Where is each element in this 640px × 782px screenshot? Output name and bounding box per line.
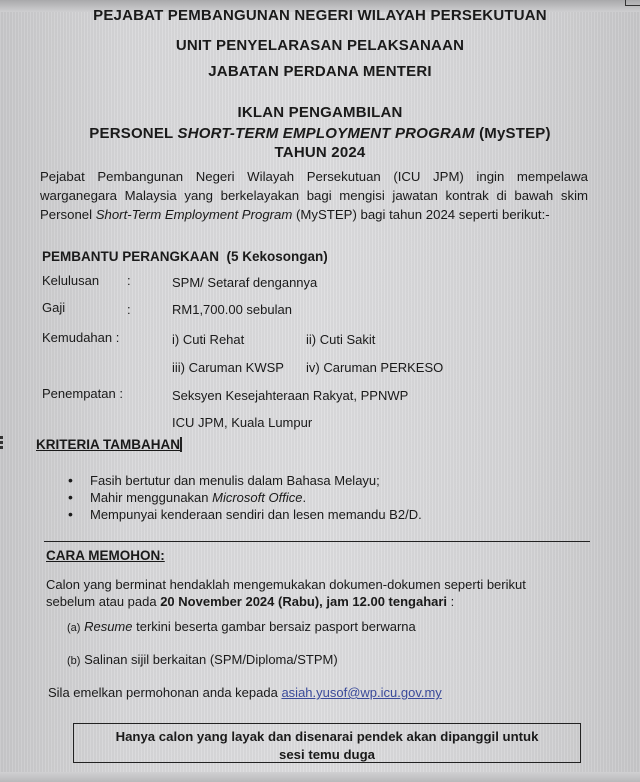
- document-item-b: [67, 652, 338, 667]
- intro-program-italic: Short-Term Employment Program: [95, 207, 293, 222]
- kemudahan-item-4: iv) Caruman PERKESO: [306, 360, 444, 375]
- cara-heading: CARA MEMOHON:: [46, 548, 165, 563]
- penempatan-line2: ICU JPM, Kuala Lumpur: [172, 415, 313, 430]
- item-a-italic: Resume: [84, 619, 133, 634]
- ad-title-prefix: PERSONEL: [89, 125, 178, 142]
- item-b-marker: (b): [67, 655, 81, 667]
- kriteria-item-text: Mahir menggunakan: [90, 490, 213, 505]
- item-b-text: Salinan sijil berkaitan (SPM/Diploma/STPM): [84, 652, 338, 667]
- org-name-line2: UNIT PENYELARASAN PELAKSANAAN: [175, 37, 465, 54]
- penempatan-line1: Seksyen Kesejahteraan Rakyat, PPNWP: [172, 388, 409, 403]
- ad-title-suffix: (MySTEP): [474, 125, 551, 142]
- kemudahan-item-3: iii) Caruman KWSP: [172, 360, 284, 375]
- deadline: 20 November 2024 (Rabu), jam 12.00 tengahari: [160, 594, 448, 609]
- kelulusan-label: Kelulusan: [42, 273, 100, 288]
- kelulusan-value: SPM/ Setaraf dengannya: [172, 275, 318, 290]
- document-item-a: [67, 619, 416, 634]
- cara-para-suffix: :: [447, 594, 455, 609]
- section-divider: [44, 541, 590, 542]
- item-a-marker: (a): [67, 622, 81, 634]
- position-vacancies: (5 Kekosongan): [226, 249, 328, 264]
- penempatan-label: Penempatan :: [42, 386, 123, 401]
- item-a-text: terkini beserta gambar bersaiz pasport berwarna: [132, 619, 416, 634]
- ad-title-line1: IKLAN PENGAMBILAN: [237, 104, 403, 121]
- kemudahan-item-1: i) Cuti Rehat: [172, 332, 245, 347]
- kemudahan-item-2: ii) Cuti Sakit: [306, 332, 376, 347]
- cara-paragraph: [46, 576, 586, 610]
- email-prefix: Sila emelkan permohonan anda kepada: [48, 685, 282, 700]
- kriteria-heading: KRITERIA TAMBAHAN: [36, 437, 180, 452]
- kelulusan-sep: :: [127, 273, 131, 288]
- kriteria-list: [68, 472, 422, 523]
- kriteria-item-suffix: .: [302, 490, 307, 505]
- notice-box: [73, 723, 581, 763]
- position-name: PEMBANTU PERANGKAAN: [42, 249, 220, 264]
- intro-paragraph: [40, 167, 588, 224]
- cara-para-prefix: sebelum atau pada: [46, 594, 161, 609]
- kriteria-item: • Mempunyai kenderaan sendiri dan lesen memandu B2/D.: [68, 506, 422, 523]
- intro-text: Pejabat Pembangunan Negeri Wilayah Persekutuan (ICU JPM) ingin mempelawa warganegara Malaysia yang berkelayakan bagi mengisi jawatan kontrak di bawah skim Personel: [40, 169, 588, 222]
- gaji-value: RM1,700.00 sebulan: [172, 302, 292, 317]
- kriteria-item: • Fasih bertutur dan menulis dalam Bahasa Melayu;: [68, 472, 422, 489]
- intro-text-end: (MySTEP) bagi tahun 2024 seperti berikut:-: [292, 207, 550, 222]
- margin-mark: [0, 436, 3, 450]
- cara-para-line2: [46, 593, 586, 610]
- ad-title-line2: [0, 125, 640, 142]
- position-heading: [42, 249, 328, 264]
- ad-title-program: SHORT-TERM EMPLOYMENT PROGRAM: [177, 125, 475, 142]
- kemudahan-label: Kemudahan :: [42, 330, 120, 345]
- kriteria-item: [68, 489, 422, 506]
- cara-para-line1: Calon yang berminat hendaklah mengemukakan dokumen-dokumen seperti berikut: [46, 577, 526, 592]
- gaji-label: Gaji: [42, 300, 66, 315]
- screen-bottom-edge: [0, 772, 640, 782]
- ad-title-year: TAHUN 2024: [274, 144, 366, 161]
- email-link[interactable]: asiah.yusof@wp.icu.gov.my: [281, 685, 442, 700]
- notice-line1: Hanya calon yang layak dan disenarai pendek akan dipanggil untuk: [115, 729, 539, 744]
- window-corner: [625, 0, 640, 6]
- org-name-line1: PEJABAT PEMBANGUNAN NEGERI WILAYAH PERSEKUTUAN: [93, 7, 547, 24]
- kriteria-item-italic: Microsoft Office: [212, 490, 303, 505]
- notice-line2: sesi temu duga: [278, 747, 375, 762]
- gaji-sep: :: [127, 302, 131, 317]
- email-instruction: [48, 685, 442, 700]
- org-name-line3: JABATAN PERDANA MENTERI: [208, 63, 432, 80]
